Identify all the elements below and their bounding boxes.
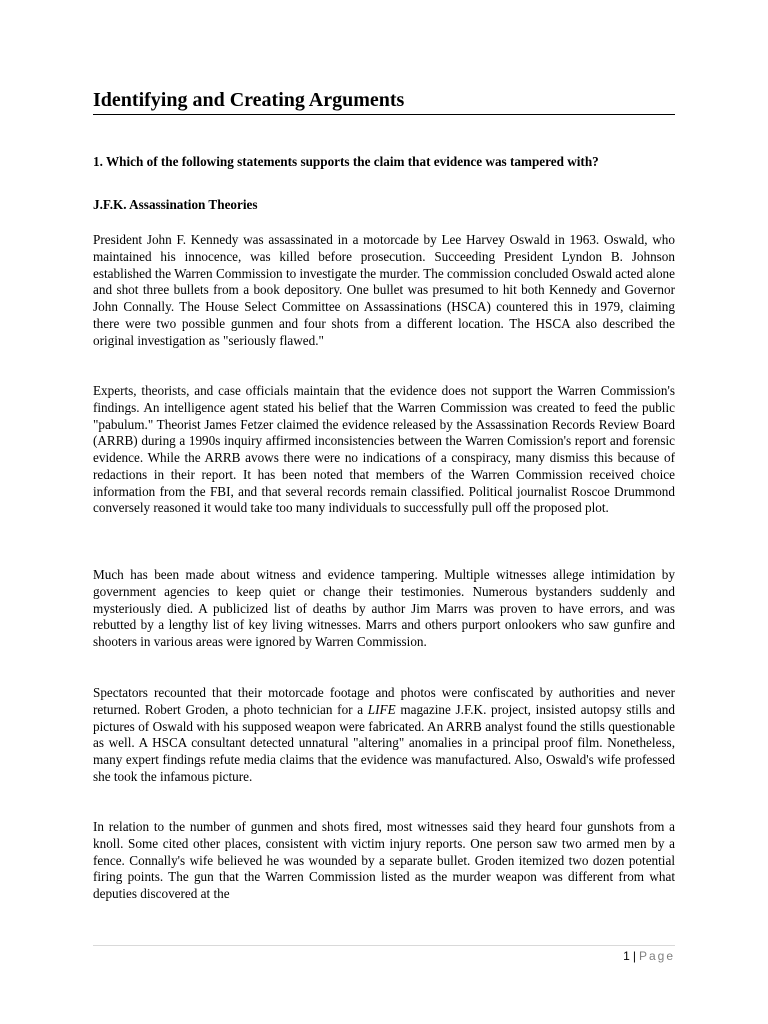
body-paragraph-1: President John F. Kennedy was assassinated in a motorcade by Lee Harvey Oswald in 1963. Oswald, who maintained his innocence, was killed before prosecution. Succeeding President Lyndon B. Johnson established the Warren Commission to investigate the murder. The commission concluded Oswald acted alone and shot three bullets from a book depository. One bullet was presumed to hit both Kennedy and Governor John Connally. The House Select Committee on Assassinations (HSCA) countered this in 1979, claiming there were two possible gunmen and four shots from a different location. The HSCA also described the original investigation as "seriously flawed." xyxy=(93,232,675,348)
page-number: 1 xyxy=(623,949,630,963)
footer-divider xyxy=(93,945,675,946)
page-label: Page xyxy=(638,949,675,963)
footer-separator: | xyxy=(632,949,636,963)
page-footer xyxy=(623,948,675,964)
document-title: Identifying and Creating Arguments xyxy=(93,89,405,111)
body-paragraph-2: Experts, theorists, and case officials maintain that the evidence does not support the Warren Commission's findings. An intelligence agent stated his belief that the Warren Commission was created to feed the public "pabulum." Theorist James Fetzer claimed the evidence released by the Assassination Records Review Board (ARRB) during a 1990s inquiry affirmed inconsistencies between the Warren Comission's report and forensic evidence. While the ARRB avows there were no indications of a conspiracy, many dismiss this because of redactions in their report. It has been noted that members of the Warren Commission received choice information from the FBI, and that several records remain classified. Political journalist Roscoe Drummond conversely reasoned it would take too many individuals to successfully pull off the proposed plot. xyxy=(93,383,675,516)
title-underline xyxy=(93,114,675,115)
body-paragraph-4 xyxy=(93,685,675,786)
section-heading: J.F.K. Assassination Theories xyxy=(93,197,258,212)
question-prompt: 1. Which of the following statements supports the claim that evidence was tampered with? xyxy=(93,154,599,169)
life-magazine-title: LIFE xyxy=(367,701,396,717)
document-page xyxy=(93,0,675,1024)
paragraph-4-text-end: magazine J.F.K. project, insisted autopsy stills and pictures of Oswald with his supposed weapon were fabricated. An ARRB analyst found the stills questionable as well. A HSCA consultant detected unnatural "altering" anomalies in a principal proof film. Nonetheless, many expert findings refute media claims that the evidence was manufactured. Also, Oswald's wife professed she took the infamous picture. xyxy=(93,701,675,784)
body-paragraph-3: Much has been made about witness and evidence tampering. Multiple witnesses allege intimidation by government agencies to keep quiet or change their testimonies. Numerous bystanders suddenly and mysteriously died. A publicized list of deaths by author Jim Marrs was proven to have errors, and was rebutted by a lengthy list of key living witnesses. Marrs and others purport onlookers who saw gunfire and shooters in various areas were ignored by Warren Commission. xyxy=(93,567,675,649)
paragraph-4-text-start: Spectators recounted that their motorcade footage and photos were confiscated by authorities and never returned. Robert Groden, a photo technician for a xyxy=(93,685,675,717)
body-paragraph-5: In relation to the number of gunmen and shots fired, most witnesses said they heard four gunshots from a knoll. Some cited other places, consistent with victim injury reports. One person saw two armed men by a fence. Connally's wife believed he was wounded by a separate bullet. Groden itemized two dozen potential firing points. The gun that the Warren Commission listed as the murder weapon was different from what deputies discovered at the xyxy=(93,819,675,901)
